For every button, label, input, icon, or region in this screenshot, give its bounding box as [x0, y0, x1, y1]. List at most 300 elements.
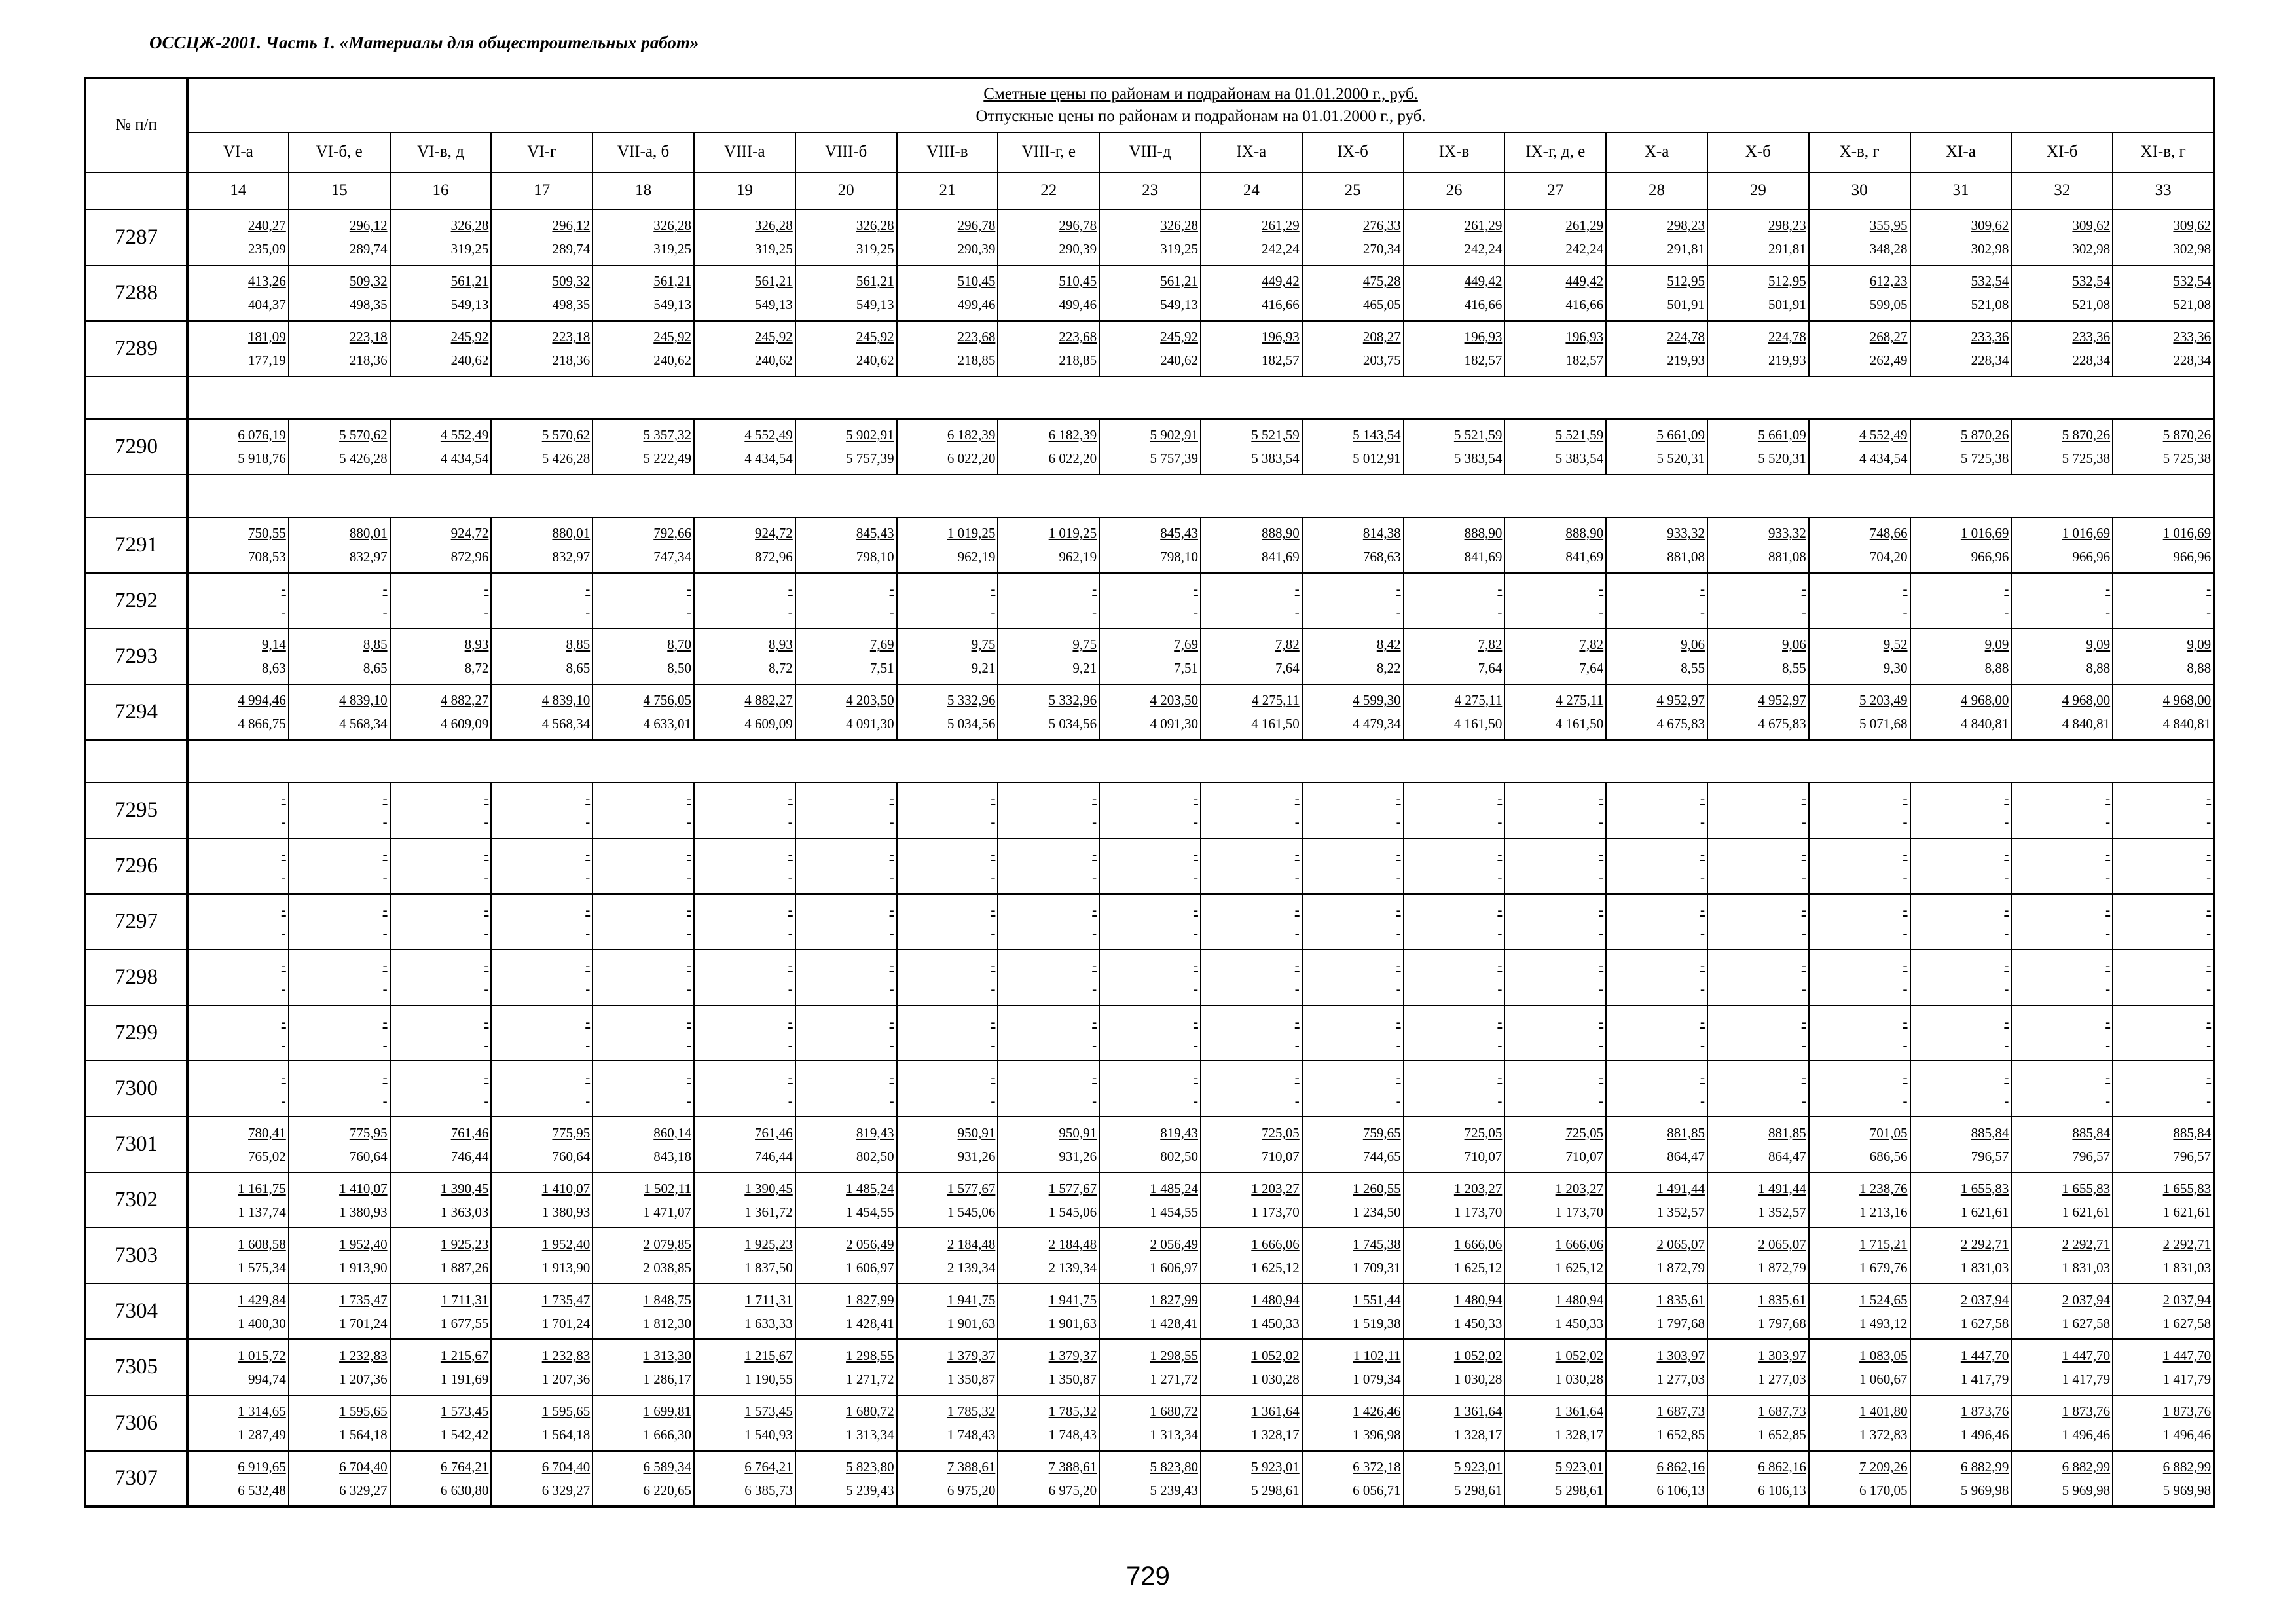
price-cell: [1910, 1061, 2012, 1116]
release-price: 1 173,70: [1555, 1204, 1604, 1220]
price-cell: [2011, 419, 2113, 475]
price-cell: [1099, 783, 1201, 838]
release-price: 5 725,38: [2062, 451, 2111, 467]
release-price: 5 725,38: [1960, 451, 2009, 467]
price-cell: [795, 684, 897, 740]
release-price: 1 277,03: [1758, 1371, 1806, 1387]
price-cell: [1099, 265, 1201, 321]
price-cell: [1201, 265, 1302, 321]
price-cell: [289, 1451, 390, 1507]
estimate-price: 1 260,55: [1353, 1180, 1401, 1196]
price-cell: [390, 1116, 492, 1172]
estimate-price: 261,29: [1262, 217, 1300, 234]
price-cell: [795, 1283, 897, 1339]
release-price: 291,81: [1768, 241, 1806, 257]
estimate-price: 885,84: [2173, 1124, 2212, 1141]
release-price: 1 352,57: [1758, 1204, 1806, 1220]
release-price: -: [2105, 1037, 2111, 1053]
estimate-price: 449,42: [1565, 273, 1604, 289]
price-cell: [2011, 210, 2113, 265]
estimate-price: -: [1193, 1013, 1198, 1029]
estimate-price: 5 823,80: [1150, 1458, 1198, 1475]
estimate-price: -: [1903, 846, 1908, 862]
release-price: 1 234,50: [1353, 1204, 1401, 1220]
estimate-price: 326,28: [653, 217, 691, 234]
estimate-price: 4 552,49: [1859, 427, 1908, 443]
price-cell: [2011, 950, 2113, 1005]
release-price: 1 913,90: [339, 1259, 388, 1276]
estimate-price: 1 379,37: [947, 1347, 996, 1363]
price-cell: [1504, 1061, 1606, 1116]
release-price: 182,57: [1565, 352, 1604, 369]
estimate-price: 1 203,27: [1251, 1180, 1300, 1196]
table-row: [85, 210, 2214, 265]
estimate-price: 1 595,65: [541, 1403, 591, 1420]
release-price: 1 173,70: [1453, 1204, 1503, 1220]
estimate-price: 1 524,65: [1859, 1291, 1908, 1308]
estimate-price: 7,69: [869, 637, 894, 653]
estimate-price: 1 410,07: [339, 1180, 388, 1196]
release-price: 5 969,98: [2162, 1482, 2212, 1498]
release-price: 1 060,67: [1859, 1371, 1908, 1387]
price-cell: [2113, 265, 2214, 321]
price-cell: [795, 783, 897, 838]
region-header: IX-в: [1404, 132, 1505, 172]
price-cell: [694, 517, 795, 573]
estimate-price: -: [1294, 1069, 1300, 1085]
estimate-price: 845,43: [1160, 525, 1198, 542]
estimate-price: 2 184,48: [1048, 1236, 1097, 1252]
price-cell: [2113, 684, 2214, 740]
estimate-price: 1 314,65: [238, 1403, 286, 1420]
price-cell: [1404, 265, 1505, 321]
release-price: -: [1497, 604, 1503, 621]
release-price: 1 625,12: [1555, 1259, 1604, 1276]
price-cell: [1302, 1172, 1404, 1228]
row-number: 7291: [85, 517, 187, 573]
price-cell: [1201, 1451, 1302, 1507]
release-price: -: [2206, 814, 2212, 830]
price-cell: [1302, 629, 1404, 684]
price-cell: [1707, 321, 1809, 377]
price-cell: [1910, 629, 2012, 684]
region-header: VIII-б: [795, 132, 897, 172]
estimate-price: -: [1497, 1013, 1503, 1029]
price-cell: [694, 1283, 795, 1339]
release-price: -: [2004, 925, 2009, 942]
estimate-price: -: [686, 902, 691, 918]
estimate-price: 1 785,32: [947, 1403, 996, 1420]
release-price: 290,39: [1059, 241, 1097, 257]
release-price: 218,85: [957, 352, 996, 369]
estimate-price: 1 873,76: [2062, 1403, 2111, 1420]
price-cell: [390, 1395, 492, 1451]
estimate-price: 5 870,26: [1960, 427, 2009, 443]
estimate-price: 309,62: [1971, 217, 2009, 234]
estimate-price: -: [2105, 1013, 2111, 1029]
estimate-price: 1 655,83: [2162, 1180, 2212, 1196]
price-cell: [2011, 1283, 2113, 1339]
release-price: 8,72: [769, 660, 793, 676]
estimate-price: 196,93: [1262, 329, 1300, 345]
estimate-price: -: [2004, 1013, 2009, 1029]
estimate-price: -: [1092, 957, 1097, 974]
estimate-price: 1 835,61: [1758, 1291, 1806, 1308]
estimate-price: 4 552,49: [440, 427, 489, 443]
estimate-price: 6 182,39: [947, 427, 996, 443]
price-cell: [694, 783, 795, 838]
estimate-price: 5 923,01: [1555, 1458, 1604, 1475]
release-price: -: [2105, 1092, 2111, 1109]
price-cell: [592, 265, 694, 321]
release-price: 832,97: [552, 549, 591, 565]
price-cell: [1809, 265, 1910, 321]
release-price: 1 679,76: [1859, 1259, 1908, 1276]
release-price: -: [889, 981, 894, 997]
release-price: -: [788, 1037, 793, 1053]
estimate-price: -: [2105, 846, 2111, 862]
price-cell: [1707, 1451, 1809, 1507]
release-price: -: [1599, 925, 1604, 942]
estimate-price: 296,12: [349, 217, 388, 234]
estimate-price: 1 361,64: [1251, 1403, 1300, 1420]
row-number: 7293: [85, 629, 187, 684]
estimate-price: -: [382, 902, 388, 918]
price-caption-cell: [187, 78, 2214, 132]
estimate-price: 2 184,48: [947, 1236, 996, 1252]
price-cell: [1606, 1339, 1707, 1395]
price-cell: [998, 265, 1099, 321]
price-cell: [998, 1283, 1099, 1339]
release-price: 6 532,48: [238, 1482, 286, 1498]
estimate-price: 1 502,11: [644, 1180, 691, 1196]
row-number: 7295: [85, 783, 187, 838]
release-price: 1 542,42: [440, 1427, 489, 1443]
estimate-price: 1 873,76: [1960, 1403, 2009, 1420]
estimate-price: 233,36: [2072, 329, 2111, 345]
estimate-price: 814,38: [1362, 525, 1401, 542]
table-row: [85, 1283, 2214, 1339]
price-cell: [491, 894, 592, 950]
release-price: -: [686, 981, 691, 997]
price-cell: [1707, 950, 1809, 1005]
estimate-price: 701,05: [1869, 1124, 1908, 1141]
price-cell: [390, 419, 492, 475]
estimate-price: -: [2004, 902, 2009, 918]
price-cell: [897, 265, 998, 321]
price-cell: [592, 950, 694, 1005]
price-cell: [592, 894, 694, 950]
estimate-price-caption: Сметные цены по районам и подрайонам на 01.01.2000 г., руб.: [983, 85, 1418, 103]
price-cell: [897, 573, 998, 629]
price-cell: [1606, 419, 1707, 475]
release-price: 549,13: [450, 297, 489, 313]
estimate-price: 880,01: [349, 525, 388, 542]
price-cell: [1606, 265, 1707, 321]
estimate-price: 2 079,85: [643, 1236, 691, 1252]
price-cell: [897, 1395, 998, 1451]
estimate-price: 4 952,97: [1656, 692, 1705, 709]
estimate-price: 881,85: [1667, 1124, 1705, 1141]
price-cell: [1504, 1228, 1606, 1283]
region-header: VI-б, е: [289, 132, 390, 172]
release-price: 6 975,20: [1048, 1482, 1097, 1498]
release-price: -: [991, 814, 996, 830]
release-price: 6 329,27: [339, 1482, 388, 1498]
price-cell: [1302, 1116, 1404, 1172]
price-cell: [592, 1005, 694, 1061]
region-header: VI-а: [187, 132, 289, 172]
estimate-price: 4 203,50: [1150, 692, 1198, 709]
price-cell: [1201, 629, 1302, 684]
release-price: -: [1599, 1037, 1604, 1053]
price-cell: [1099, 1339, 1201, 1395]
release-price: 4 161,50: [1453, 716, 1503, 732]
price-cell: [1910, 1116, 2012, 1172]
release-price: 319,25: [653, 241, 691, 257]
estimate-price: -: [1599, 581, 1604, 597]
estimate-price: 8,70: [667, 637, 691, 653]
estimate-price: -: [382, 581, 388, 597]
estimate-price: -: [281, 1013, 286, 1029]
release-price: 765,02: [248, 1148, 286, 1164]
release-price: 218,36: [349, 352, 388, 369]
price-cell: [289, 1005, 390, 1061]
estimate-price: 950,91: [957, 1124, 996, 1141]
price-cell: [795, 419, 897, 475]
estimate-price: 1 827,99: [846, 1291, 894, 1308]
release-price: 1 380,93: [339, 1204, 388, 1220]
estimate-price: 9,52: [1883, 637, 1908, 653]
release-price: -: [788, 981, 793, 997]
price-cell: [1910, 1172, 2012, 1228]
release-price: -: [991, 870, 996, 886]
price-cell: [1504, 210, 1606, 265]
estimate-price: 5 203,49: [1859, 692, 1908, 709]
estimate-price: 8,85: [566, 637, 591, 653]
estimate-price: -: [281, 957, 286, 974]
estimate-price: -: [2105, 790, 2111, 807]
release-price: -: [2004, 1092, 2009, 1109]
price-cell: [998, 629, 1099, 684]
price-cell: [1707, 894, 1809, 950]
price-cell: [694, 573, 795, 629]
estimate-price: 4 968,00: [1960, 692, 2009, 709]
price-cell: [1404, 517, 1505, 573]
release-price: -: [1193, 870, 1198, 886]
estimate-price: -: [1396, 790, 1401, 807]
release-price: 1 350,87: [947, 1371, 996, 1387]
estimate-price: 933,32: [1768, 525, 1806, 542]
release-price: -: [1700, 925, 1705, 942]
release-price: 242,24: [1262, 241, 1300, 257]
estimate-price: -: [991, 846, 996, 862]
release-price: -: [1801, 604, 1806, 621]
price-cell: [2011, 1451, 2113, 1507]
price-cell: [390, 1283, 492, 1339]
estimate-price: -: [1700, 581, 1705, 597]
release-price: -: [1903, 925, 1908, 942]
release-price: 465,05: [1362, 297, 1401, 313]
estimate-price: 6 764,21: [440, 1458, 489, 1475]
estimate-price: 7 388,61: [1048, 1458, 1097, 1475]
release-price: 1 701,24: [339, 1315, 388, 1331]
release-price: 841,69: [1464, 549, 1503, 565]
estimate-price: -: [1903, 902, 1908, 918]
release-price: -: [889, 1037, 894, 1053]
price-cell: [491, 1061, 592, 1116]
price-cell: [1099, 838, 1201, 894]
release-price: -: [2105, 981, 2111, 997]
price-cell: [592, 1451, 694, 1507]
release-price: 1 831,03: [2162, 1259, 2212, 1276]
estimate-price: 4 839,10: [541, 692, 591, 709]
release-price: 5 918,76: [238, 451, 286, 467]
estimate-price: 4 203,50: [846, 692, 894, 709]
estimate-price: 1 426,46: [1353, 1403, 1401, 1420]
price-cell: [187, 265, 289, 321]
price-cell: [897, 838, 998, 894]
release-price: -: [2105, 925, 2111, 942]
price-cell: [1099, 1061, 1201, 1116]
price-cell: [795, 950, 897, 1005]
estimate-price: 2 037,94: [2162, 1291, 2212, 1308]
release-price: 1 030,28: [1251, 1371, 1300, 1387]
estimate-price: 880,01: [552, 525, 591, 542]
release-price: 5 383,54: [1251, 451, 1300, 467]
estimate-price: 8,93: [769, 637, 793, 653]
release-price: -: [788, 604, 793, 621]
region-header: X-б: [1707, 132, 1809, 172]
estimate-price: 8,42: [1376, 637, 1401, 653]
estimate-price: -: [281, 846, 286, 862]
price-cell: [592, 783, 694, 838]
price-cell: [187, 1005, 289, 1061]
column-number: 14: [187, 172, 289, 210]
price-cell: [694, 1228, 795, 1283]
price-cell: [2113, 1339, 2214, 1395]
release-price: -: [484, 814, 489, 830]
release-price: -: [1497, 1037, 1503, 1053]
price-cell: [1201, 419, 1302, 475]
price-cell: [1201, 950, 1302, 1005]
row-number: 7287: [85, 210, 187, 265]
price-cell: [390, 950, 492, 1005]
estimate-price: 1 952,40: [541, 1236, 591, 1252]
estimate-price: 6 182,39: [1048, 427, 1097, 443]
price-cell: [998, 210, 1099, 265]
estimate-price: 5 902,91: [846, 427, 894, 443]
price-cell: [1504, 783, 1606, 838]
price-cell: [998, 783, 1099, 838]
region-header: IX-б: [1302, 132, 1404, 172]
estimate-price: 1 925,23: [440, 1236, 489, 1252]
region-header: XI-б: [2011, 132, 2113, 172]
column-number: 29: [1707, 172, 1809, 210]
estimate-price: 6 919,65: [238, 1458, 286, 1475]
release-price: 549,13: [653, 297, 691, 313]
estimate-price: 1 577,67: [1048, 1180, 1097, 1196]
price-cell: [1910, 684, 2012, 740]
price-cell: [1404, 210, 1505, 265]
release-price: -: [585, 925, 591, 942]
estimate-price: 296,12: [552, 217, 591, 234]
price-cell: [998, 1172, 1099, 1228]
estimate-price: 9,09: [1984, 637, 2009, 653]
estimate-price: -: [1497, 902, 1503, 918]
estimate-price: 4 552,49: [744, 427, 793, 443]
release-price: -: [2004, 604, 2009, 621]
price-cell: [289, 1339, 390, 1395]
estimate-price: 509,32: [349, 273, 388, 289]
release-price: -: [382, 981, 388, 997]
release-price: 1 901,63: [1048, 1315, 1097, 1331]
row-number: 7302: [85, 1172, 187, 1228]
release-price: 599,05: [1869, 297, 1908, 313]
release-price: -: [686, 814, 691, 830]
release-price: 1 328,17: [1453, 1427, 1503, 1443]
release-price: 242,24: [1464, 241, 1503, 257]
estimate-price: -: [2004, 581, 2009, 597]
price-cell: [1707, 783, 1809, 838]
estimate-price: 888,90: [1262, 525, 1300, 542]
release-price: -: [1801, 981, 1806, 997]
release-price: 872,96: [450, 549, 489, 565]
price-cell: [491, 321, 592, 377]
release-price: -: [1599, 981, 1604, 997]
release-price: 549,13: [856, 297, 894, 313]
estimate-price: 1 379,37: [1048, 1347, 1097, 1363]
estimate-price: -: [788, 846, 793, 862]
price-cell: [491, 517, 592, 573]
row-number: 7294: [85, 684, 187, 740]
price-cell: [1910, 419, 2012, 475]
estimate-price: -: [1193, 957, 1198, 974]
estimate-price: -: [484, 1069, 489, 1085]
release-price: 704,20: [1869, 549, 1908, 565]
release-price: 1 564,18: [339, 1427, 388, 1443]
price-cell: [1302, 783, 1404, 838]
price-cell: [998, 684, 1099, 740]
release-price: 1 621,61: [2062, 1204, 2111, 1220]
price-cell: [694, 265, 795, 321]
estimate-price: 5 661,09: [1758, 427, 1806, 443]
estimate-price: 792,66: [653, 525, 691, 542]
estimate-price: -: [788, 957, 793, 974]
estimate-price: 1 480,94: [1251, 1291, 1300, 1308]
release-price: 1 677,55: [440, 1315, 489, 1331]
estimate-price: 5 902,91: [1150, 427, 1198, 443]
price-cell: [897, 1061, 998, 1116]
release-price: 1 797,68: [1758, 1315, 1806, 1331]
release-price: 8,22: [1376, 660, 1401, 676]
release-price: 994,74: [248, 1371, 286, 1387]
estimate-price: 6 704,40: [339, 1458, 388, 1475]
price-cell: [1910, 210, 2012, 265]
price-cell: [694, 838, 795, 894]
price-cell: [998, 1339, 1099, 1395]
estimate-price: 1 447,70: [1960, 1347, 2009, 1363]
release-price: 962,19: [957, 549, 996, 565]
estimate-price: 5 870,26: [2162, 427, 2212, 443]
release-price: -: [281, 981, 286, 997]
price-cell: [289, 517, 390, 573]
estimate-price: -: [686, 957, 691, 974]
estimate-price: 309,62: [2072, 217, 2111, 234]
release-price: 240,62: [450, 352, 489, 369]
price-cell: [1099, 1116, 1201, 1172]
estimate-price: 1 835,61: [1656, 1291, 1705, 1308]
